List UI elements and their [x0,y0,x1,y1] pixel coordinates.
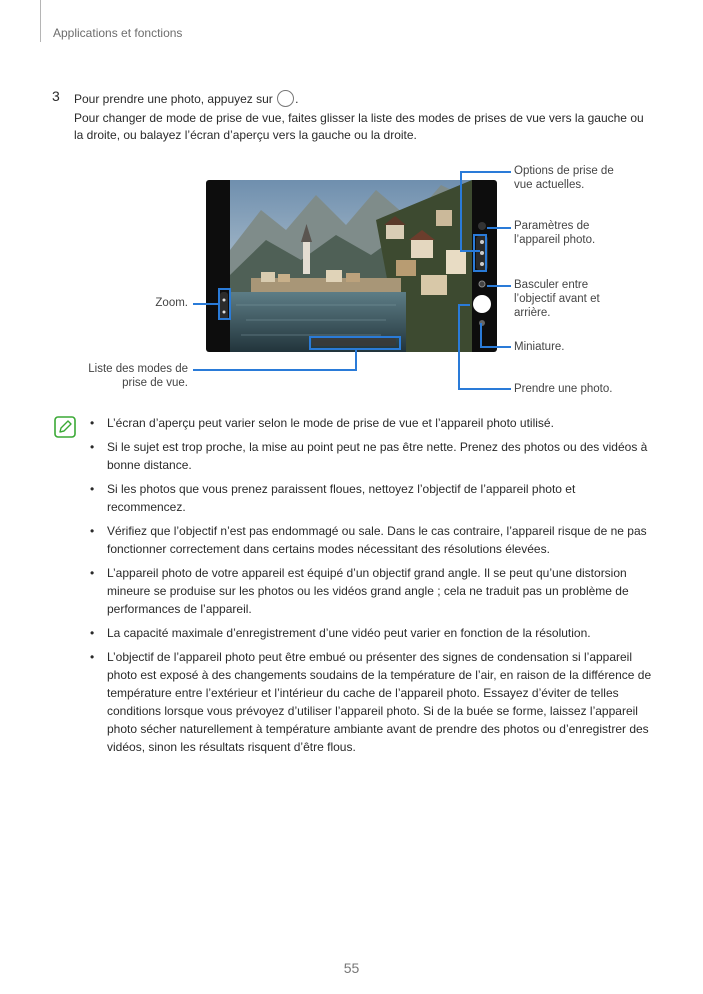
shutter-leader [458,304,470,306]
shutter-button[interactable] [473,295,491,313]
shutter-button-icon [277,90,294,107]
house [326,270,342,282]
options-leader [460,250,480,252]
house [386,225,404,239]
page-number: 55 [343,960,360,976]
callout-thumbnail: Miniature. [514,341,565,353]
section-title: Applications et fonctions [53,26,183,40]
callout-shutter: Prendre une photo. [514,383,613,395]
settings-highlight-box [473,234,487,272]
camera-preview-screen [206,180,497,352]
step-instruction [74,90,299,107]
callout-settings: Paramètres de l’appareil photo. [514,220,596,246]
header-rule [40,0,41,42]
step-number: 3 [52,88,60,104]
house [446,250,466,274]
step-instruction-end: . [295,92,299,106]
switch-leader [487,285,511,287]
callout-switch-camera: Basculer entre l’objectif avant et arrière. [514,279,600,319]
step-instruction-text: Pour prendre une photo, appuyez sur [74,92,273,106]
thumbnail-leader [480,323,482,347]
mode-list-highlight-box [309,336,401,350]
shutter-leader [458,388,511,390]
options-leader [460,171,462,251]
step-paragraph: Pour changer de mode de prise de vue, faites glisser la liste des modes de prises de vue vers la gauche ou la droite, ou balayez l’écran d’aperçu vers la gauche ou la droite. [74,111,644,142]
shutter-leader [458,304,460,389]
callout-modes: Liste des modes de prise de vue. [88,363,188,389]
zoom-leader [193,303,218,305]
house [278,274,290,282]
zoom-highlight-box [218,288,231,320]
house [421,275,447,295]
camera-preview-illustration [206,180,497,352]
note-item: • L’objectif de l’appareil photo peut être embué ou présenter des signes de condensation si l’appareil photo est exposé à des changements soudains de la température de l’air, en raison de la différence de température entre l’extérieur et l’intérieur du cache de l’appareil photo. Essayez d’éviter de telles conditions lorsque vous prévoyez d’utiliser l’appareil photo. Si de la buée se forme, laissez l’appareil photo sécher naturellement à température ambiante avant de prendre des photos ou d’enregistrer des vidéos, sinon les résultats risquent d’être flous. [90,648,652,756]
switch-camera-button[interactable] [479,281,485,287]
modes-leader [355,350,357,370]
note-item: • Si les photos que vous prenez paraissent floues, nettoyez l’objectif de l’appareil photo et recommencez. [90,480,652,516]
thumbnail-leader [480,346,511,348]
note-item: • La capacité maximale d’enregistrement d’une vidéo peut varier en fonction de la résolution. [90,624,652,642]
note-item: • L’appareil photo de votre appareil est équipé d’un objectif grand angle. Il se peut qu’une distorsion mineure se produise sur les photos ou les vidéos grand angle ; cela ne traduit pas un problème de performances de l’appareil. [90,564,652,618]
callout-options: Options de prise de vue actuelles. [514,165,614,191]
note-item: • Si le sujet est trop proche, la mise au point peut ne pas être nette. Prenez des photos ou des vidéos à bonne distance. [90,438,652,474]
options-button[interactable] [478,222,486,230]
options-leader [460,171,511,173]
note-item: • L’écran d’aperçu peut varier selon le mode de prise de vue et l’appareil photo utilisé. [90,414,652,432]
settings-leader [487,227,511,229]
church-tower [303,242,310,274]
house [411,240,433,258]
house [436,210,452,226]
house [346,273,360,282]
note-pencil-icon [54,416,76,438]
callout-zoom: Zoom. [155,297,188,309]
house [396,260,416,276]
modes-leader [193,369,357,371]
house [261,272,275,282]
notes-list [90,414,652,762]
note-item: • Vérifiez que l’objectif n’est pas endommagé ou sale. Dans le cas contraire, l’appareil risque de ne pas fonctionner correctement dans certains modes nécessitant des résolutions élevées. [90,522,652,558]
